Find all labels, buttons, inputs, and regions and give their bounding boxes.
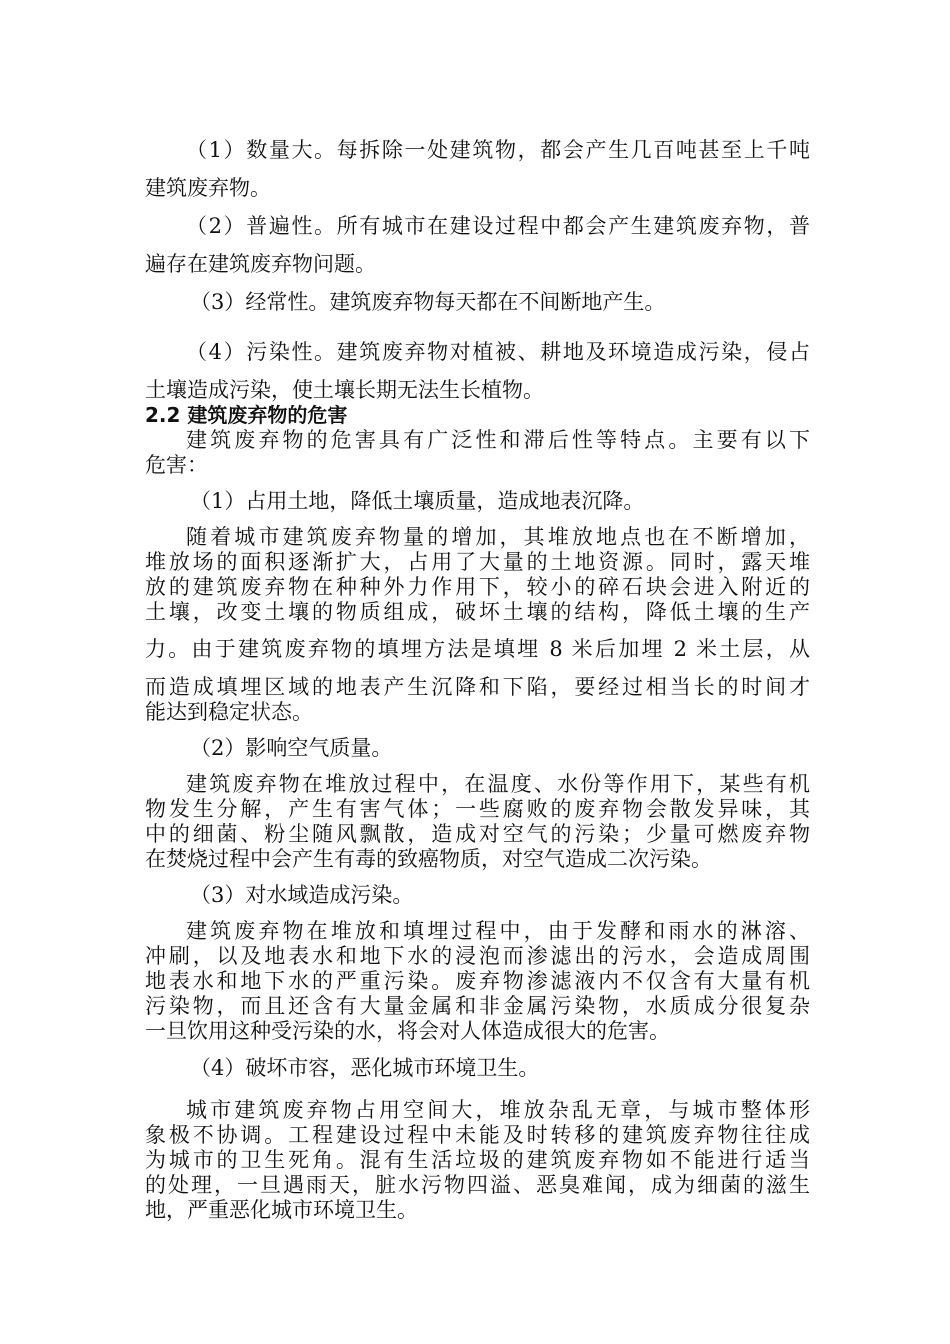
paragraph-universality-line-2: 遍存在建筑废弃物问题。	[145, 252, 376, 276]
hazard-body-1-line-5: 力。由于建筑废弃物的填埋方法是填埋 8 米后加埋 2 米土层，从	[145, 637, 810, 661]
hazard-body-3-line-2: 冲刷，以及地表水和地下水的浸泡而渗滤出的污水，会造成周围	[145, 944, 810, 968]
hazard-body-4-line-5: 地，严重恶化城市环境卫生。	[145, 1198, 418, 1222]
paragraph-quantity-line-2: 建筑废弃物。	[145, 176, 271, 200]
paragraph-regularity: （3）经常性。建筑废弃物每天都在不间断地产生。	[190, 290, 666, 314]
hazard-body-1-line-6: 而造成填埋区域的地表产生沉降和下陷，要经过相当长的时间才	[145, 675, 810, 699]
hazard-body-2-line-1: 建筑废弃物在堆放过程中，在温度、水份等作用下，某些有机	[186, 772, 810, 796]
hazard-body-2-line-2: 物发生分解，产生有害气体；一些腐败的废弃物会散发异味，其	[145, 797, 810, 821]
hazard-body-3-line-3: 地表水和地下水的严重污染。废弃物渗滤液内不仅含有大量有机	[145, 969, 810, 993]
hazard-heading-3: （3）对水域造成污染。	[190, 883, 414, 907]
hazard-body-3-line-5: 一旦饮用这种受污染的水，将会对人体造成很大的危害。	[145, 1019, 670, 1043]
hazard-body-2-line-4: 在焚烧过程中会产生有毒的致癌物质，对空气造成二次污染。	[145, 847, 712, 871]
hazard-body-1-line-1: 随着城市建筑废弃物量的增加，其堆放地点也在不断增加，	[186, 525, 810, 549]
paragraph-universality-line-1: （2）普遍性。所有城市在建设过程中都会产生建筑废弃物，普	[186, 214, 810, 238]
paragraph-pollution-line-1: （4）污染性。建筑废弃物对植被、耕地及环境造成污染，侵占	[186, 340, 810, 364]
hazard-body-4-line-2: 象极不协调。工程建设过程中未能及时转移的建筑废弃物往往成	[145, 1123, 810, 1147]
intro-line-1: 建筑废弃物的危害具有广泛性和滞后性等特点。主要有以下	[186, 428, 810, 452]
hazard-body-3-line-1: 建筑废弃物在堆放和填埋过程中，由于发酵和雨水的淋溶、	[186, 919, 810, 943]
hazard-heading-4: （4）破坏市容，恶化城市环境卫生。	[190, 1056, 540, 1080]
hazard-body-1-line-2: 堆放场的面积逐渐扩大，占用了大量的土地资源。同时，露天堆	[145, 550, 810, 574]
hazard-body-1-line-4: 土壤，改变土壤的物质组成，破坏土壤的结构，降低土壤的生产	[145, 600, 810, 624]
hazard-body-2-line-3: 中的细菌、粉尘随风飘散，造成对空气的污染；少量可燃废弃物	[145, 822, 810, 846]
hazard-heading-2: （2）影响空气质量。	[190, 736, 393, 760]
hazard-body-1-line-7: 能达到稳定状态。	[145, 700, 313, 724]
hazard-body-4-line-1: 城市建筑废弃物占用空间大，堆放杂乱无章，与城市整体形	[186, 1098, 810, 1122]
hazard-body-4-line-3: 为城市的卫生死角。混有生活垃圾的建筑废弃物如不能进行适当	[145, 1148, 810, 1172]
paragraph-quantity-line-1: （1）数量大。每拆除一处建筑物，都会产生几百吨甚至上千吨	[186, 138, 810, 162]
section-heading: 2.2 建筑废弃物的危害	[145, 403, 348, 427]
paragraph-pollution-line-2: 土壤造成污染，使土壤长期无法生长植物。	[145, 378, 544, 402]
hazard-heading-1: （1）占用土地，降低土壤质量，造成地表沉降。	[190, 489, 645, 513]
hazard-body-4-line-4: 的处理，一旦遇雨天，脏水污物四溢、恶臭难闻，成为细菌的滋生	[145, 1173, 810, 1197]
intro-line-2: 危害：	[145, 453, 208, 477]
hazard-body-1-line-3: 放的建筑废弃物在种种外力作用下，较小的碎石块会进入附近的	[145, 575, 810, 599]
hazard-body-3-line-4: 污染物，而且还含有大量金属和非金属污染物，水质成分很复杂	[145, 994, 810, 1018]
